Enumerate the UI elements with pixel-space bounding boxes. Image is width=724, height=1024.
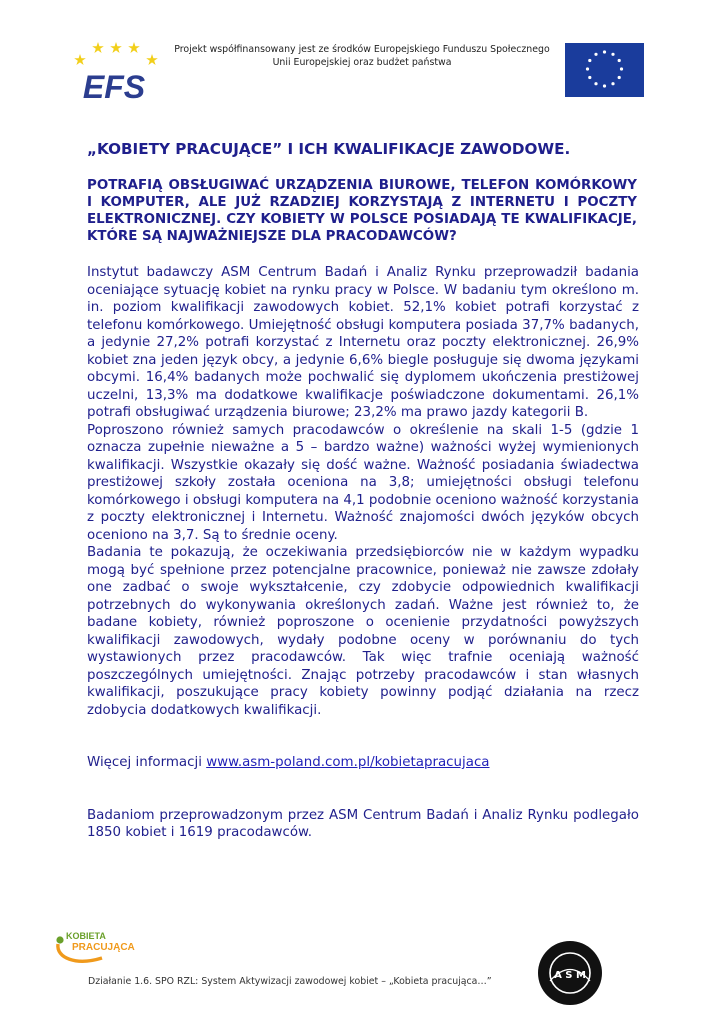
paragraph-sample-size: Badaniom przeprowadzonym przez ASM Centrum Badań i Analiz Rynku podlegało 1850 kobiet i 1619 pracodawców. (87, 807, 639, 840)
footer-note: Działanie 1.6. SPO RZL: System Aktywizacji zawodowej kobiet – „Kobieta pracująca…” (88, 976, 492, 987)
cofinancing-line-2: Unii Europejskiej oraz budżet państwa (272, 57, 452, 68)
asm-logo (537, 940, 603, 1006)
efs-stars-icon (74, 42, 158, 65)
more-info-label: Więcej informacji (87, 755, 207, 770)
eu-stars-icon (565, 43, 644, 97)
cofinancing-line-1: Projekt współfinansowany jest ze środków Europejskiego Funduszu Społecznego (174, 44, 550, 55)
efs-logo (66, 38, 162, 104)
document-title: „KOBIETY PRACUJĄCE” I ICH KWALIFIKACJE ZAWODOWE. (87, 140, 571, 158)
paragraph-conclusions: Badania te pokazują, że oczekiwania przedsiębiorców nie w każdym wypadku mogą być spełnione przez potencjalne pracownice, ponieważ nie zawsze zdołały one zadbać o swoje wykształcenie, czy zdobycie odpowiednich kwalifikacji potrzebnych do wykonywania określonych zadań. Ważne jest również to, że badane kobiety, również poproszone o ocenienie przydatności powyższych kwalifikacji zawodowych, wydały podobne oceny w porównaniu do tych wystawionych przez pracodawców. Tak więc trafnie oceniają ważność poszczególnych umiejętności. Znając potrzeby pracodawców i stan własnych kwalifikacji, poszukujące pracy kobiety powinny podjąć działania na rzecz zdobycia dodatkowych kwalifikacji. (87, 545, 639, 718)
kobieta-logo-line-1: KOBIETA (66, 931, 106, 941)
article-body (87, 264, 639, 842)
more-info-line (87, 754, 639, 772)
asm-logo-text: A S M (554, 970, 586, 981)
kobieta-logo-line-2: PRACUJĄCA (72, 942, 135, 953)
kobieta-pracujaca-logo (52, 926, 160, 966)
paragraph-survey-results: Instytut badawczy ASM Centrum Badań i Analiz Rynku przeprowadził badania oceniające sytuację kobiet na rynku pracy w Polsce. W badaniu tym określono m. in. poziom kwalifikacji zawodowych kobiet. 52,1% kobiet potrafi korzystać z telefonu komórkowego. Umiejętność obsługi komputera posiada 37,7% badanych, a jedynie 27,2% potrafi korzystać z Internetu oraz poczty elektronicznej. 26,9% kobiet zna jeden język obcy, a jedynie 6,6% biegle posługuje się dwoma językami obcymi. 16,4% badanych może pochwalić się dyplomem ukończenia prestiżowej uczelni, 13,3% ma dodatkowe kwalifikacje poświadczone dokumentami. 26,1% potrafi obsługiwać urządzenia biurowe; 23,2% ma prawo jazdy kategorii B. (87, 265, 639, 420)
document-subtitle: POTRAFIĄ OBSŁUGIWAĆ URZĄDZENIA BIUROWE, TELEFON KOMÓRKOWY I KOMPUTER, ALE JUŻ RZADZIEJ KORZYSTAJĄ Z INTERNETU I POCZTY ELEKTRONICZNEJ. CZY KOBIETY W POLSCE POSIADAJĄ TE KWALIFIKACJE, KTÓRE SĄ NAJWAŻNIEJSZE DLA PRACODAWCÓW? (87, 178, 637, 244)
cofinancing-note (160, 43, 564, 69)
more-info-link[interactable]: www.asm-poland.com.pl/kobietapracujaca (206, 755, 490, 770)
efs-logo-text: EFS (82, 69, 146, 104)
eu-flag (565, 43, 644, 97)
paragraph-employers-ratings: Poproszono również samych pracodawców o określenie na skali 1-5 (gdzie 1 oznacza zupełnie nieważne a 5 – bardzo ważne) ważności wyżej wymienionych kwalifikacji. Wszystkie okazały się dość ważne. Ważność posiadania świadectwa prestiżowej szkoły została oceniona na 3,8; umiejętności obsługi telefonu komórkowego i obsługi komputera na 4,1 podobnie oceniono ważność korzystania z poczty elektronicznej i Internetu. Ważność znajomości dwóch języków obcych oceniono na 3,7. Są to średnie oceny. (87, 422, 639, 543)
